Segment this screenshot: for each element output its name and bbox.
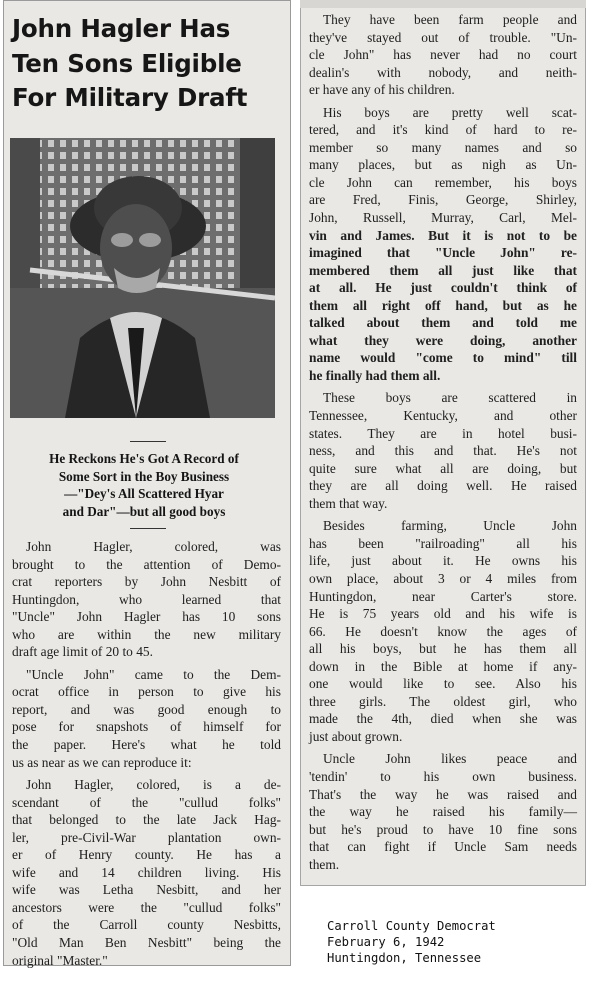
text-line: ler, pre-Civil-War plantation own- [12, 829, 281, 845]
text-line: made the 4th, died when she was [309, 711, 577, 727]
text-line: report, and was good enough to [12, 701, 281, 717]
subhead-line: He Reckons He's Got A Record of [49, 451, 239, 466]
subhead-line: and Dar"—but all good boys [62, 503, 226, 519]
text-line: John Hagler, colored, is a de- [26, 777, 281, 793]
text-line: us as near as we can reproduce it: [12, 754, 192, 770]
text-line: His boys are pretty well scat- [323, 104, 577, 120]
text-line: ness, and this and that. He's not [309, 443, 577, 459]
text-line: who are within the new military [12, 626, 281, 642]
text-line: "Uncle" John Hagler has 10 sons [12, 609, 281, 625]
text-line: of the Carroll county Nesbitts, [12, 917, 281, 933]
right-body-text [309, 11, 577, 873]
headline-line: For Military Draft [12, 83, 248, 112]
caption-publication: Carroll County Democrat [327, 919, 496, 933]
paragraph [309, 517, 577, 745]
text-line: all his boys, but he has them all [309, 641, 577, 657]
text-line: pose for snapshots of himself for [12, 719, 281, 735]
text-line: er of Henry county. He has a [12, 847, 281, 863]
text-line: are Fred, Finis, George, Shirley, [309, 192, 577, 208]
headline-line: Ten Sons Eligible [12, 48, 242, 78]
paragraph [309, 750, 577, 873]
text-line: three girls. The oldest girl, who [309, 693, 577, 709]
text-line: has been "railroading" all his [309, 535, 577, 551]
paragraph [12, 776, 281, 969]
text-line: He is 75 years old and his wife is [309, 606, 577, 622]
text-line: "Uncle John" came to the Dem- [26, 666, 281, 682]
text-line: ancestors were the "cullud folks" [12, 899, 281, 915]
text-line: membered them all just like that [309, 262, 577, 278]
text-line: scendant of the "cullud folks" [12, 794, 281, 810]
text-line: brought to the attention of Demo- [12, 556, 281, 572]
portrait-illustration [10, 138, 275, 418]
text-line: they've stayed out of trouble. "Un- [309, 29, 577, 45]
text-line: them that way. [309, 495, 388, 511]
text-line: Huntingdon, who learned that [12, 591, 281, 607]
text-line: at all. He just couldn't think of [309, 280, 577, 296]
text-line: the way he raised his family— [309, 804, 577, 820]
caption-date: February 6, 1942 [327, 935, 445, 949]
text-line: wife was Letha Nesbitt, and her [12, 882, 281, 898]
text-line: er have any of his children. [309, 82, 455, 98]
text-line: that belonged to the late Jack Hag- [12, 812, 281, 828]
paragraph [12, 538, 281, 661]
text-line: the paper. Here's what he told [12, 737, 281, 753]
text-line: cle John" has never had no court [309, 47, 577, 63]
text-line: Huntingdon, near Carter's store. [309, 588, 577, 604]
text-line: 'tendin' to his own business. [309, 768, 577, 784]
text-line: tered, and it's kind of hard to re- [309, 122, 577, 138]
paragraph [309, 389, 577, 512]
text-line: dealin's with nobody, and neith- [309, 64, 577, 80]
left-body-text [12, 538, 281, 969]
text-line: own place, about 3 or 4 miles from [309, 570, 577, 586]
text-line: what they were doing, another [309, 332, 577, 348]
clipping-top-edge [300, 0, 586, 8]
text-line: John Hagler, colored, was [26, 539, 281, 554]
text-line: one would like to see. Also his [309, 676, 577, 692]
portrait-photo [10, 138, 275, 418]
headline-line: John Hagler Has [12, 14, 231, 43]
text-line: wife and 14 children living. His [12, 864, 281, 880]
paragraph [309, 11, 577, 99]
text-line: he finally had them all. [309, 367, 441, 383]
text-line: cle John can remember, his boys [309, 174, 577, 190]
text-line: but he's proud to have 10 fine sons [309, 821, 577, 837]
headline [12, 12, 282, 116]
text-line: 66. He doesn't know the ages of [309, 623, 577, 639]
divider [130, 441, 166, 442]
text-line: they are all doing well. He raised [309, 478, 577, 494]
text-line: that can fight if Uncle Sam needs [309, 839, 577, 855]
text-line: vin and James. But it is not to be [309, 227, 577, 243]
text-line: draft age limit of 20 to 45. [12, 644, 153, 660]
text-line: states. They are in hotel busi- [309, 425, 577, 441]
paragraph [309, 104, 577, 385]
text-line: just about grown. [309, 728, 403, 744]
text-line: crat reporters by John Nesbitt of [12, 574, 281, 590]
text-line: They have been farm people and [323, 12, 577, 27]
text-line: Tennessee, Kentucky, and other [309, 408, 577, 424]
text-line: name would "come to mind" till [309, 350, 577, 366]
subhead-line: Some Sort in the Boy Business [58, 468, 230, 484]
text-line: imagined that "Uncle John" re- [309, 245, 577, 261]
text-line: down in the Bible at home if any- [309, 658, 577, 674]
text-line: These boys are scattered in [323, 390, 577, 406]
text-line: life, just about it. He owns his [309, 553, 577, 569]
text-line: ocrat office in person to give his [12, 684, 281, 700]
right-column [300, 0, 586, 886]
text-line: That's the way he was raised and [309, 786, 577, 802]
text-line: original "Master." [12, 952, 108, 968]
text-line: many places, but as nigh as Un- [309, 157, 577, 173]
text-line: John, Russell, Murray, Carl, Mel- [309, 210, 577, 226]
caption-place: Huntingdon, Tennessee [327, 951, 482, 965]
subheadline [10, 450, 278, 520]
divider [130, 528, 166, 529]
text-line: Besides farming, Uncle John [323, 518, 577, 534]
text-line: them. [309, 856, 340, 872]
subhead-line: —"Dey's All Scattered Hyar [64, 486, 224, 502]
text-line: Uncle John likes peace and [323, 751, 577, 767]
text-line: quite sure what all are doing, but [309, 460, 577, 476]
text-line: talked about them and told me [309, 315, 577, 331]
text-line: them all right off hand, but as he [309, 297, 577, 313]
text-line: "Old Man Ben Nesbitt" being the [12, 935, 281, 951]
source-caption [327, 918, 496, 966]
text-line: member so many names and so [309, 139, 577, 155]
paragraph [12, 666, 281, 771]
